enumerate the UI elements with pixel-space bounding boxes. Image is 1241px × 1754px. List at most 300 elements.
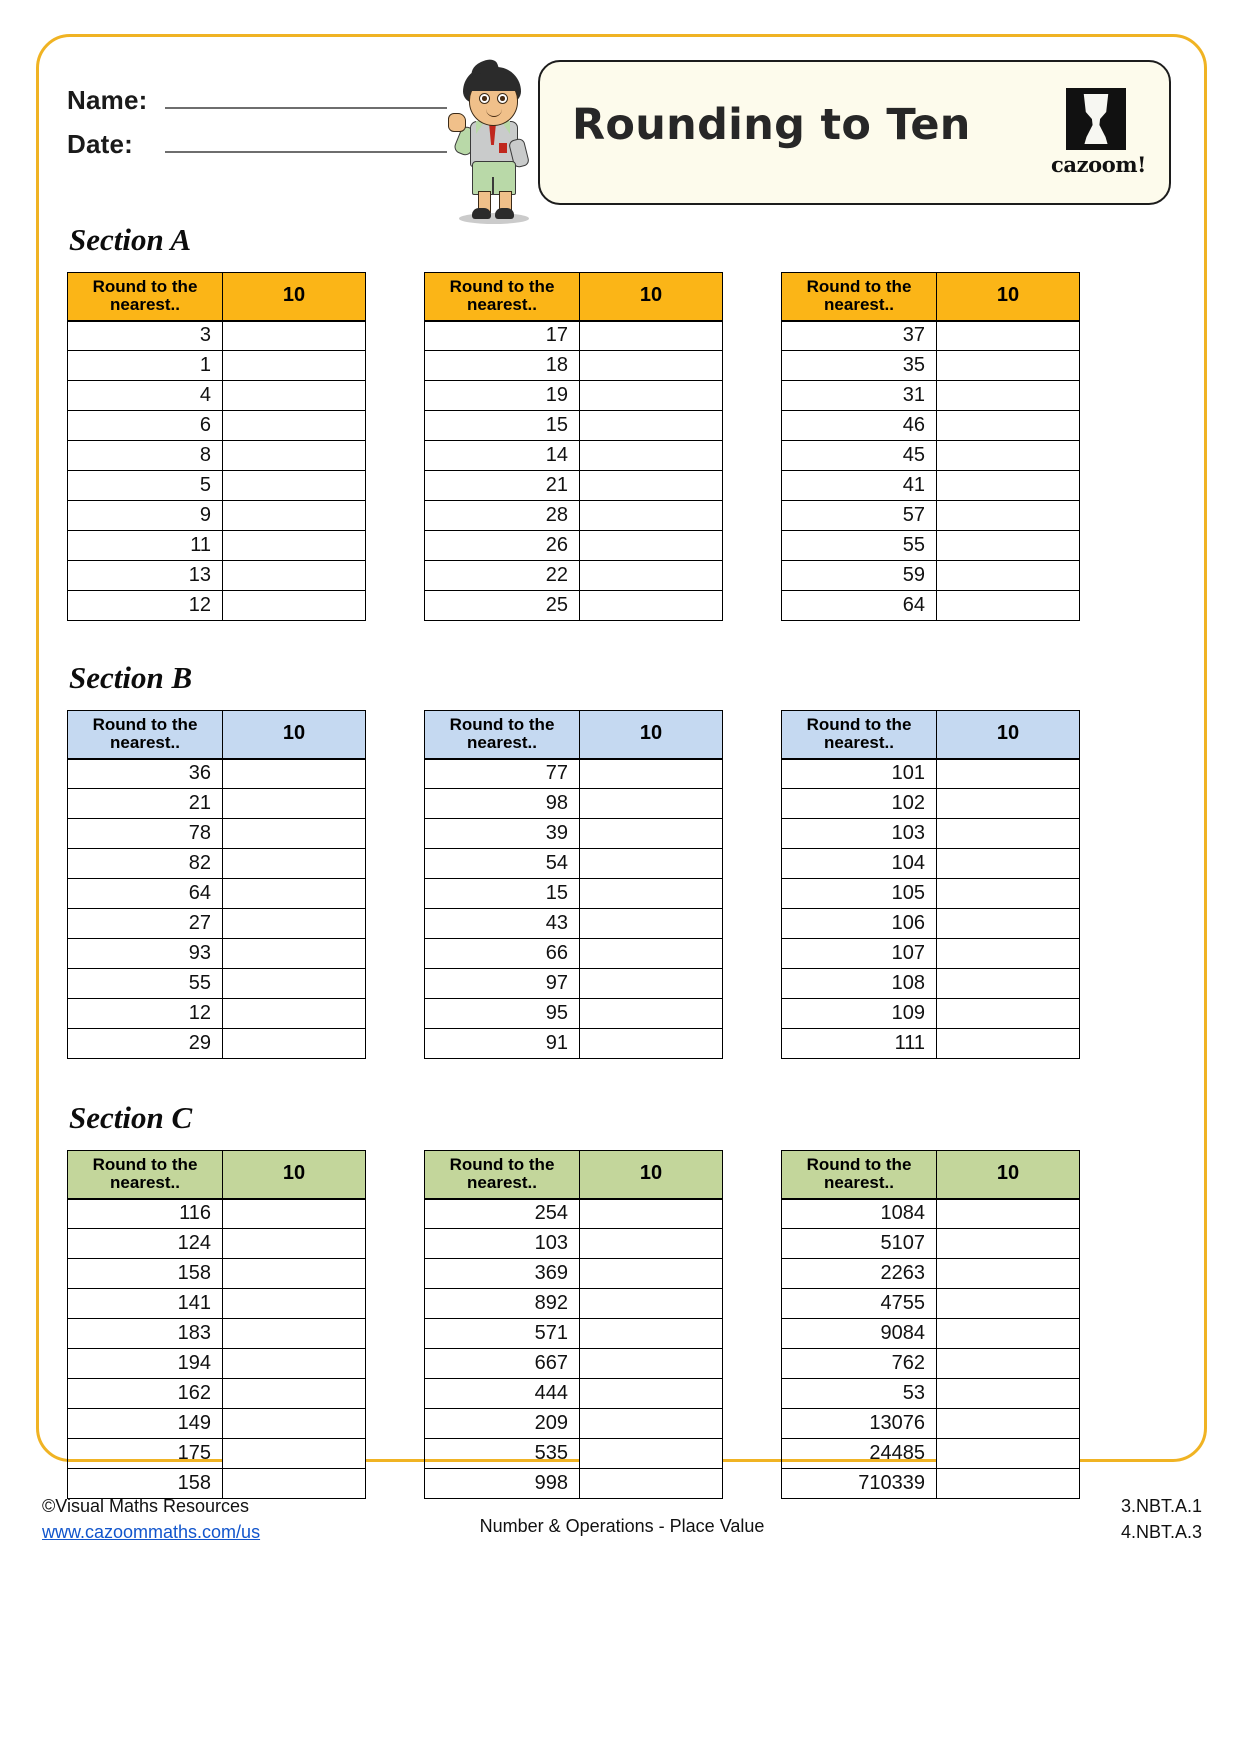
question-value: 25	[425, 591, 580, 621]
table-row	[782, 1379, 1080, 1409]
answer-cell[interactable]	[223, 879, 366, 909]
question-value: 5	[68, 471, 223, 501]
question-value: 107	[782, 939, 937, 969]
date-label: Date:	[67, 129, 134, 159]
table-row	[782, 999, 1080, 1029]
column-header-target: 10	[937, 273, 1080, 321]
answer-cell[interactable]	[223, 1349, 366, 1379]
question-value: 43	[425, 909, 580, 939]
question-value: 14	[425, 441, 580, 471]
question-value: 102	[782, 789, 937, 819]
table-row	[68, 411, 366, 441]
table-row	[782, 849, 1080, 879]
answer-cell[interactable]	[223, 351, 366, 381]
question-value: 111	[782, 1029, 937, 1059]
table-row	[425, 1229, 723, 1259]
answer-cell[interactable]	[223, 939, 366, 969]
answer-cell[interactable]	[580, 591, 723, 621]
question-value: 9	[68, 501, 223, 531]
question-value: 1084	[782, 1199, 937, 1229]
answer-cell[interactable]	[580, 1379, 723, 1409]
question-value: 5107	[782, 1229, 937, 1259]
answer-cell[interactable]	[937, 909, 1080, 939]
standard-1: 3.NBT.A.1	[1120, 1496, 1202, 1516]
answer-cell[interactable]	[223, 819, 366, 849]
question-value: 36	[68, 759, 223, 789]
question-value: 103	[782, 819, 937, 849]
table-row	[68, 1349, 366, 1379]
table-row	[68, 909, 366, 939]
question-value: 15	[425, 879, 580, 909]
table-header-row	[782, 711, 1080, 759]
answer-cell[interactable]	[937, 501, 1080, 531]
question-value: 97	[425, 969, 580, 999]
schoolboy-mascot-icon	[431, 47, 551, 227]
answer-cell[interactable]	[223, 561, 366, 591]
question-value: 12	[68, 999, 223, 1029]
question-value: 12	[68, 591, 223, 621]
question-value: 28	[425, 501, 580, 531]
table-row	[425, 381, 723, 411]
answer-cell[interactable]	[580, 969, 723, 999]
column-header-prompt: Round to the nearest..	[425, 273, 580, 321]
answer-cell[interactable]	[580, 1259, 723, 1289]
table-row	[68, 531, 366, 561]
table-row	[425, 879, 723, 909]
answer-cell[interactable]	[223, 909, 366, 939]
website-link[interactable]: www.cazoommaths.com/us	[42, 1521, 261, 1542]
table-row	[68, 1199, 366, 1229]
table-row	[425, 411, 723, 441]
answer-cell[interactable]	[223, 1029, 366, 1059]
question-value: 667	[425, 1349, 580, 1379]
table-row	[425, 1439, 723, 1469]
answer-cell[interactable]	[937, 1319, 1080, 1349]
question-value: 8	[68, 441, 223, 471]
question-value: 21	[425, 471, 580, 501]
question-value: 64	[782, 591, 937, 621]
question-value: 369	[425, 1259, 580, 1289]
answer-cell[interactable]	[937, 849, 1080, 879]
table-row	[425, 1259, 723, 1289]
question-value: 103	[425, 1229, 580, 1259]
table-header-row	[425, 273, 723, 321]
answer-cell[interactable]	[580, 909, 723, 939]
answer-cell[interactable]	[937, 1409, 1080, 1439]
title-banner	[538, 60, 1171, 205]
column-header-target: 10	[223, 1151, 366, 1199]
answer-cell[interactable]	[223, 1259, 366, 1289]
column-header-target: 10	[580, 1151, 723, 1199]
worksheet-footer	[42, 1494, 1202, 1564]
table-row	[425, 789, 723, 819]
answer-cell[interactable]	[223, 381, 366, 411]
answer-cell[interactable]	[937, 351, 1080, 381]
table-row	[425, 819, 723, 849]
answer-cell[interactable]	[580, 789, 723, 819]
table-row	[425, 1199, 723, 1229]
answer-cell[interactable]	[937, 1349, 1080, 1379]
table-row	[782, 471, 1080, 501]
table-row	[782, 909, 1080, 939]
table-row	[782, 759, 1080, 789]
table-row	[782, 1319, 1080, 1349]
answer-cell[interactable]	[937, 531, 1080, 561]
cazoom-logo	[1051, 88, 1146, 184]
table-row	[425, 759, 723, 789]
answer-cell[interactable]	[580, 411, 723, 441]
table-row	[425, 1289, 723, 1319]
answer-cell[interactable]	[580, 381, 723, 411]
answer-cell[interactable]	[223, 471, 366, 501]
column-header-prompt: Round to the nearest..	[68, 711, 223, 759]
table-row	[425, 909, 723, 939]
column-header-prompt: Round to the nearest..	[782, 1151, 937, 1199]
answer-cell[interactable]	[223, 591, 366, 621]
table-row	[425, 441, 723, 471]
rounding-table	[781, 710, 1080, 1059]
cazoom-wordmark: cazoom!	[1051, 152, 1146, 177]
table-row	[782, 789, 1080, 819]
question-value: 53	[782, 1379, 937, 1409]
table-row	[68, 381, 366, 411]
answer-cell[interactable]	[937, 411, 1080, 441]
answer-cell[interactable]	[937, 1439, 1080, 1469]
answer-cell[interactable]	[937, 789, 1080, 819]
answer-cell[interactable]	[937, 441, 1080, 471]
table-row	[68, 1439, 366, 1469]
answer-cell[interactable]	[580, 1409, 723, 1439]
section-a	[67, 222, 1177, 621]
question-value: 6	[68, 411, 223, 441]
column-header-target: 10	[223, 273, 366, 321]
table-header-row	[425, 711, 723, 759]
question-value: 194	[68, 1349, 223, 1379]
question-value: 15	[425, 411, 580, 441]
answer-cell[interactable]	[223, 1199, 366, 1229]
section-c	[67, 1100, 1177, 1499]
answer-cell[interactable]	[937, 939, 1080, 969]
question-value: 1	[68, 351, 223, 381]
table-row	[68, 1289, 366, 1319]
table-row	[782, 939, 1080, 969]
table-row	[782, 321, 1080, 351]
table-row	[782, 501, 1080, 531]
table-row	[425, 561, 723, 591]
answer-cell[interactable]	[937, 969, 1080, 999]
question-value: 11	[68, 531, 223, 561]
question-value: 29	[68, 1029, 223, 1059]
question-value: 998	[425, 1469, 580, 1499]
table-row	[425, 1349, 723, 1379]
table-row	[782, 1289, 1080, 1319]
table-row	[425, 1029, 723, 1059]
question-value: 4	[68, 381, 223, 411]
page-title: Rounding to Ten	[572, 100, 971, 150]
table-row	[68, 999, 366, 1029]
table-row	[782, 531, 1080, 561]
table-header-row	[782, 1151, 1080, 1199]
answer-cell[interactable]	[937, 999, 1080, 1029]
question-value: 21	[68, 789, 223, 819]
question-value: 91	[425, 1029, 580, 1059]
question-value: 41	[782, 471, 937, 501]
answer-cell[interactable]	[580, 1199, 723, 1229]
question-value: 892	[425, 1289, 580, 1319]
section-title: Section B	[69, 660, 193, 695]
column-header-prompt: Round to the nearest..	[782, 711, 937, 759]
answer-cell[interactable]	[223, 1229, 366, 1259]
table-row	[782, 1259, 1080, 1289]
table-row	[425, 591, 723, 621]
table-row	[425, 531, 723, 561]
question-value: 2263	[782, 1259, 937, 1289]
question-value: 183	[68, 1319, 223, 1349]
table-row	[68, 879, 366, 909]
answer-cell[interactable]	[580, 939, 723, 969]
answer-cell[interactable]	[580, 999, 723, 1029]
table-row	[68, 351, 366, 381]
answer-cell[interactable]	[580, 1319, 723, 1349]
answer-cell[interactable]	[580, 879, 723, 909]
question-value: 535	[425, 1439, 580, 1469]
question-value: 19	[425, 381, 580, 411]
table-row	[68, 591, 366, 621]
cazoom-vase-icon	[1066, 88, 1126, 150]
answer-cell[interactable]	[223, 1319, 366, 1349]
section-title: Section C	[69, 1100, 193, 1135]
answer-cell[interactable]	[937, 1289, 1080, 1319]
column-header-prompt: Round to the nearest..	[425, 1151, 580, 1199]
answer-cell[interactable]	[580, 1229, 723, 1259]
rounding-table	[424, 272, 723, 621]
table-row	[68, 1319, 366, 1349]
answer-cell[interactable]	[223, 1379, 366, 1409]
table-row	[68, 471, 366, 501]
answer-cell[interactable]	[580, 501, 723, 531]
question-value: 55	[782, 531, 937, 561]
question-value: 444	[425, 1379, 580, 1409]
question-value: 82	[68, 849, 223, 879]
answer-cell[interactable]	[223, 501, 366, 531]
question-value: 27	[68, 909, 223, 939]
question-value: 571	[425, 1319, 580, 1349]
rounding-table	[424, 710, 723, 1059]
answer-cell[interactable]	[937, 1199, 1080, 1229]
question-value: 77	[425, 759, 580, 789]
question-value: 24485	[782, 1439, 937, 1469]
column-header-target: 10	[937, 1151, 1080, 1199]
answer-cell[interactable]	[580, 849, 723, 879]
answer-cell[interactable]	[937, 321, 1080, 351]
table-row	[425, 1379, 723, 1409]
answer-cell[interactable]	[580, 759, 723, 789]
footer-topic: Number & Operations - Place Value	[479, 1516, 765, 1536]
table-row	[425, 939, 723, 969]
table-row	[425, 471, 723, 501]
question-value: 141	[68, 1289, 223, 1319]
question-value: 22	[425, 561, 580, 591]
table-row	[782, 441, 1080, 471]
answer-cell[interactable]	[937, 471, 1080, 501]
answer-cell[interactable]	[223, 849, 366, 879]
table-row	[68, 1259, 366, 1289]
copyright-text: ©Visual Maths Resources	[42, 1496, 250, 1516]
answer-cell[interactable]	[937, 1259, 1080, 1289]
question-value: 17	[425, 321, 580, 351]
table-row	[68, 849, 366, 879]
table-row	[68, 441, 366, 471]
column-header-target: 10	[937, 711, 1080, 759]
answer-cell[interactable]	[937, 1379, 1080, 1409]
rounding-table	[424, 1150, 723, 1499]
table-header-row	[425, 1151, 723, 1199]
table-row	[782, 1409, 1080, 1439]
question-value: 55	[68, 969, 223, 999]
question-value: 254	[425, 1199, 580, 1229]
answer-cell[interactable]	[223, 1439, 366, 1469]
table-row	[425, 1319, 723, 1349]
question-value: 209	[425, 1409, 580, 1439]
answer-cell[interactable]	[223, 441, 366, 471]
question-value: 106	[782, 909, 937, 939]
date-row	[67, 129, 447, 160]
column-header-target: 10	[223, 711, 366, 759]
question-value: 93	[68, 939, 223, 969]
answer-cell[interactable]	[580, 441, 723, 471]
answer-cell[interactable]	[580, 1349, 723, 1379]
question-value: 13076	[782, 1409, 937, 1439]
answer-cell[interactable]	[580, 321, 723, 351]
table-row	[782, 591, 1080, 621]
column-header-prompt: Round to the nearest..	[68, 1151, 223, 1199]
table-row	[782, 969, 1080, 999]
question-value: 46	[782, 411, 937, 441]
table-row	[782, 819, 1080, 849]
question-value: 4755	[782, 1289, 937, 1319]
question-value: 95	[425, 999, 580, 1029]
answer-cell[interactable]	[580, 1289, 723, 1319]
question-value: 104	[782, 849, 937, 879]
answer-cell[interactable]	[937, 1229, 1080, 1259]
answer-cell[interactable]	[937, 819, 1080, 849]
worksheet-header	[39, 37, 1210, 222]
answer-cell[interactable]	[937, 1029, 1080, 1059]
table-row	[68, 1229, 366, 1259]
answer-cell[interactable]	[223, 321, 366, 351]
answer-cell[interactable]	[580, 351, 723, 381]
rounding-table	[781, 272, 1080, 621]
answer-cell[interactable]	[223, 759, 366, 789]
question-value: 39	[425, 819, 580, 849]
rounding-table	[67, 710, 366, 1059]
table-row	[68, 969, 366, 999]
answer-cell[interactable]	[937, 381, 1080, 411]
question-value: 37	[782, 321, 937, 351]
question-value: 45	[782, 441, 937, 471]
name-input-line[interactable]	[165, 85, 447, 109]
answer-cell[interactable]	[937, 879, 1080, 909]
table-row	[782, 1439, 1080, 1469]
question-value: 66	[425, 939, 580, 969]
question-value: 124	[68, 1229, 223, 1259]
table-row	[425, 321, 723, 351]
table-row	[68, 321, 366, 351]
rounding-table	[67, 272, 366, 621]
question-value: 31	[782, 381, 937, 411]
rounding-table	[67, 1150, 366, 1499]
standard-2: 4.NBT.A.3	[1120, 1521, 1202, 1542]
answer-cell[interactable]	[937, 759, 1080, 789]
table-row	[68, 819, 366, 849]
question-value: 78	[68, 819, 223, 849]
question-value: 762	[782, 1349, 937, 1379]
table-row	[68, 1379, 366, 1409]
question-value: 158	[68, 1259, 223, 1289]
question-value: 57	[782, 501, 937, 531]
answer-cell[interactable]	[937, 591, 1080, 621]
answer-cell[interactable]	[580, 1439, 723, 1469]
answer-cell[interactable]	[937, 561, 1080, 591]
question-value: 3	[68, 321, 223, 351]
table-row	[68, 1409, 366, 1439]
answer-cell[interactable]	[580, 819, 723, 849]
table-row	[68, 789, 366, 819]
table-row	[425, 969, 723, 999]
answer-cell[interactable]	[223, 531, 366, 561]
table-row	[425, 501, 723, 531]
question-value: 9084	[782, 1319, 937, 1349]
answer-cell[interactable]	[223, 1289, 366, 1319]
question-value: 710339	[782, 1469, 937, 1499]
question-value: 59	[782, 561, 937, 591]
date-input-line[interactable]	[165, 129, 447, 153]
question-value: 98	[425, 789, 580, 819]
answer-cell[interactable]	[223, 999, 366, 1029]
question-value: 175	[68, 1439, 223, 1469]
question-value: 158	[68, 1469, 223, 1499]
question-value: 35	[782, 351, 937, 381]
answer-cell[interactable]	[223, 411, 366, 441]
table-row	[68, 501, 366, 531]
table-row	[425, 849, 723, 879]
table-row	[782, 561, 1080, 591]
table-row	[782, 411, 1080, 441]
section-b	[67, 660, 1177, 1059]
name-label: Name:	[67, 85, 148, 115]
table-row	[782, 1199, 1080, 1229]
tables-row	[67, 1150, 1177, 1499]
table-row	[782, 1229, 1080, 1259]
rounding-table	[781, 1150, 1080, 1499]
answer-cell[interactable]	[223, 789, 366, 819]
name-row	[67, 85, 447, 116]
column-header-prompt: Round to the nearest..	[425, 711, 580, 759]
question-value: 54	[425, 849, 580, 879]
table-row	[68, 1029, 366, 1059]
answer-cell[interactable]	[223, 1409, 366, 1439]
answer-cell[interactable]	[580, 471, 723, 501]
answer-cell[interactable]	[580, 531, 723, 561]
table-row	[782, 1349, 1080, 1379]
question-value: 109	[782, 999, 937, 1029]
answer-cell[interactable]	[580, 561, 723, 591]
table-header-row	[782, 273, 1080, 321]
table-row	[425, 351, 723, 381]
answer-cell[interactable]	[223, 969, 366, 999]
table-header-row	[68, 711, 366, 759]
answer-cell[interactable]	[580, 1029, 723, 1059]
